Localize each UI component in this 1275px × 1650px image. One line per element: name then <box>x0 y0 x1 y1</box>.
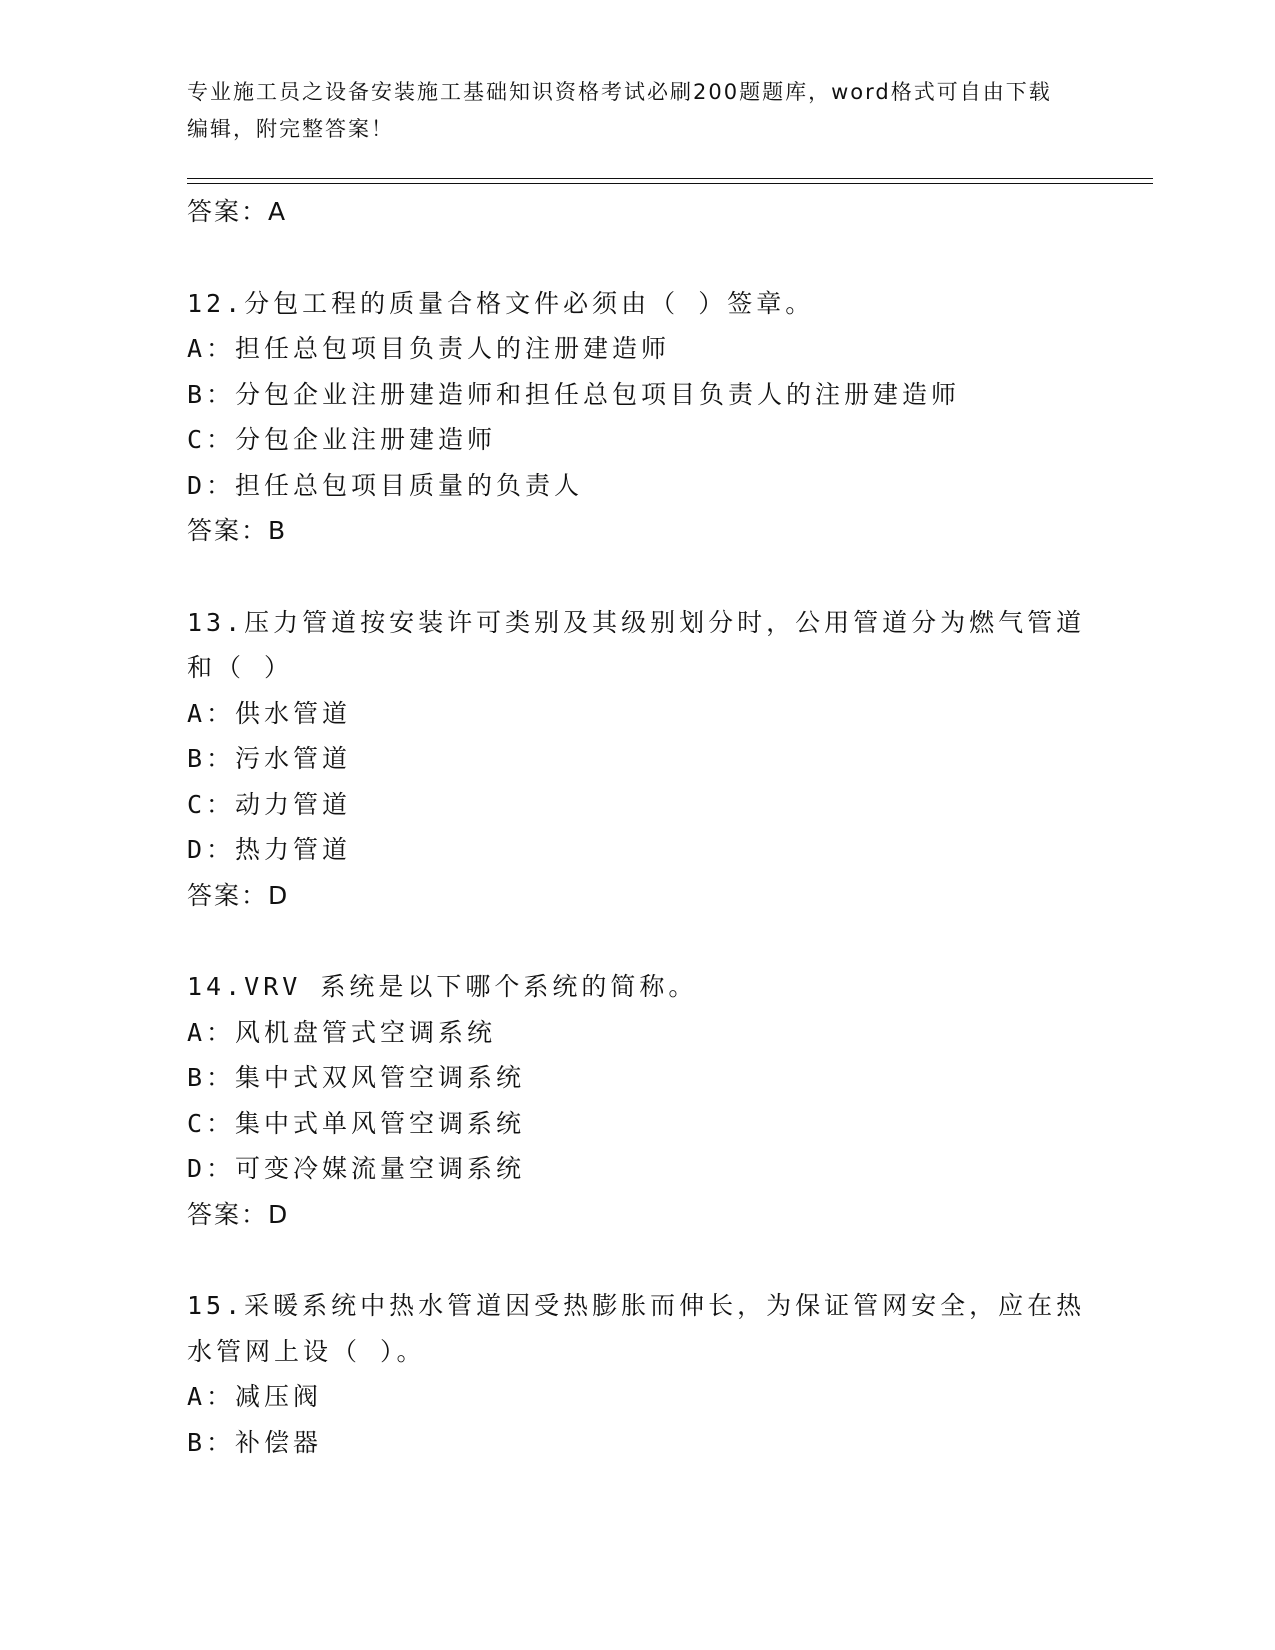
option-c: C：动力管道 <box>187 789 352 819</box>
question-stem-line-2: 和（ ） <box>187 653 294 682</box>
spacer <box>187 554 1087 600</box>
question-stem: 14.VRV 系统是以下哪个系统的简称。 <box>187 972 698 1001</box>
question-stem-line-2: 水管网上设（ ）。 <box>187 1336 426 1366</box>
option-a: A：担任总包项目负责人的注册建造师 <box>187 334 671 363</box>
question-stem: 12.分包工程的质量合格文件必须由（ ）签章。 <box>187 288 815 318</box>
document-header <box>187 74 1067 148</box>
option-b: B：污水管道 <box>187 744 352 773</box>
header-title: 专业施工员之设备安装施工基础知识资格考试必刷200题题库，word格式可自由下载编辑，附完整答案！ <box>187 80 1052 141</box>
answer-12: 答案：B <box>187 516 288 545</box>
question-15 <box>187 1283 1087 1465</box>
spacer <box>187 918 1087 964</box>
spacer <box>187 235 1087 281</box>
question-12 <box>187 281 1087 554</box>
option-a: A：供水管道 <box>187 698 352 728</box>
option-d: D：可变冷媒流量空调系统 <box>187 1154 526 1183</box>
option-b: B：分包企业注册建造师和担任总包项目负责人的注册建造师 <box>187 379 961 409</box>
header-rule-bottom <box>187 183 1153 184</box>
question-stem-line-1: 15.采暖系统中热水管道因受热膨胀而伸长，为保证管网安全，应在热 <box>187 1291 1086 1320</box>
answer-14: 答案：D <box>187 1199 290 1229</box>
option-d: D：热力管道 <box>187 835 352 864</box>
option-c: C：分包企业注册建造师 <box>187 425 497 454</box>
question-13 <box>187 600 1087 919</box>
question-14 <box>187 964 1087 1237</box>
option-b: B：补偿器 <box>187 1427 323 1457</box>
option-b: B：集中式双风管空调系统 <box>187 1063 526 1092</box>
question-stem-line-1: 13.压力管道按安装许可类别及其级别划分时，公用管道分为燃气管道 <box>187 607 1086 637</box>
option-a: A：减压阀 <box>187 1382 323 1411</box>
question-list <box>187 189 1087 1465</box>
spacer <box>187 1237 1087 1283</box>
option-a: A：风机盘管式空调系统 <box>187 1017 497 1047</box>
answer-11: 答案：A <box>187 197 288 226</box>
option-c: C：集中式单风管空调系统 <box>187 1108 526 1138</box>
option-d: D：担任总包项目质量的负责人 <box>187 470 584 500</box>
header-rule-top <box>187 178 1153 179</box>
answer-13: 答案：D <box>187 880 290 910</box>
